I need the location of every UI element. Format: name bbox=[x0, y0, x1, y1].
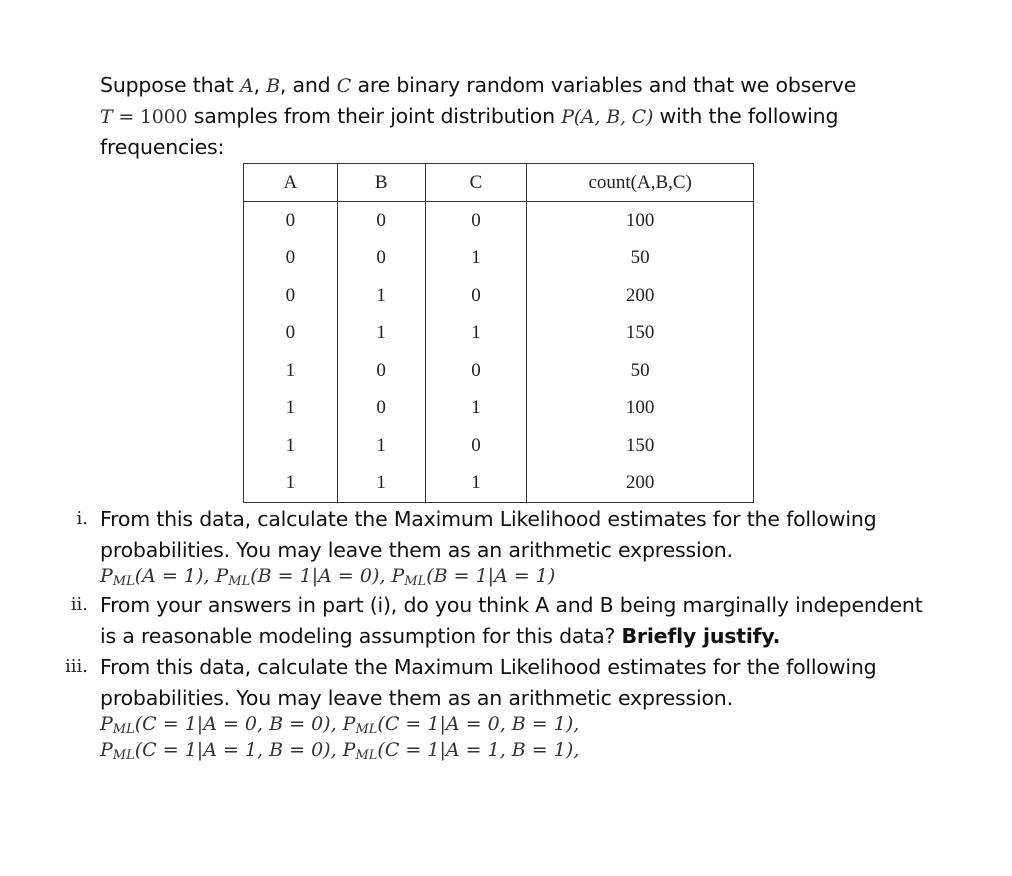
table-cell: 0 bbox=[337, 240, 425, 278]
table-cell: 1 bbox=[425, 465, 527, 503]
math-var-t: T bbox=[100, 106, 113, 128]
math-joint-distribution: P(A, B, C) bbox=[561, 106, 654, 128]
column-header-a: A bbox=[244, 164, 338, 202]
intro-line-2 bbox=[100, 101, 838, 132]
table-header-row bbox=[244, 164, 754, 202]
intro-text: with the following bbox=[653, 104, 839, 128]
table-row bbox=[244, 315, 754, 353]
table-row bbox=[244, 240, 754, 278]
math-sample-count: = 1000 bbox=[112, 106, 188, 128]
table-row bbox=[244, 202, 754, 240]
table-cell: 0 bbox=[425, 277, 527, 315]
table-cell: 1 bbox=[337, 427, 425, 465]
table-cell: 1 bbox=[337, 465, 425, 503]
question-number: iii. bbox=[65, 656, 88, 677]
column-header-c: C bbox=[425, 164, 527, 202]
table-cell: 1 bbox=[337, 277, 425, 315]
table-row bbox=[244, 277, 754, 315]
intro-line-1 bbox=[100, 70, 856, 101]
table-cell: 0 bbox=[425, 352, 527, 390]
frequency-table bbox=[243, 163, 754, 503]
question-number: ii. bbox=[70, 594, 88, 615]
column-header-count: count(A,B,C) bbox=[527, 164, 754, 202]
table-cell: 0 bbox=[337, 202, 425, 240]
table-cell: 150 bbox=[527, 315, 754, 353]
table-cell: 1 bbox=[337, 315, 425, 353]
table-cell: 0 bbox=[244, 202, 338, 240]
ml-subscript: ML bbox=[112, 574, 135, 589]
question-2-text: is a reasonable modeling assumption for this data? bbox=[100, 624, 622, 648]
table-cell: 0 bbox=[244, 315, 338, 353]
question-1-line-1: From this data, calculate the Maximum Likelihood estimates for the following bbox=[100, 507, 877, 531]
table-cell: 0 bbox=[244, 240, 338, 278]
math-var-c: C bbox=[336, 75, 352, 97]
question-number: i. bbox=[76, 508, 88, 529]
math-expression: $P_{ML}(C = 1|A = 1$, B = 0), $P_{ML}(C = 1|A = 1$, B = 1), bbox=[100, 739, 580, 763]
table-row bbox=[244, 465, 754, 503]
table-cell: 1 bbox=[244, 465, 338, 503]
math-expression: $P_{ML}(C = 1|A = 0$, B = 0), $P_{ML}(C = 1|A = 0$, B = 1), bbox=[100, 713, 580, 737]
table-cell: 200 bbox=[527, 465, 754, 503]
table-cell: 0 bbox=[425, 202, 527, 240]
intro-text: Suppose that bbox=[100, 73, 240, 97]
table-cell: 200 bbox=[527, 277, 754, 315]
table-cell: 1 bbox=[244, 352, 338, 390]
math-var-a: A bbox=[239, 75, 254, 97]
math-var-b: B bbox=[266, 75, 280, 97]
question-2-line-2 bbox=[100, 621, 780, 651]
table-cell: 150 bbox=[527, 427, 754, 465]
question-1-line-2: probabilities. You may leave them as an arithmetic expression. bbox=[100, 538, 733, 562]
intro-text: are binary random variables and that we observe bbox=[351, 73, 857, 97]
intro-text: , bbox=[253, 73, 267, 97]
table-row bbox=[244, 352, 754, 390]
table-cell: 100 bbox=[527, 202, 754, 240]
question-3-line-1: From this data, calculate the Maximum Likelihood estimates for the following bbox=[100, 655, 877, 679]
table-cell: 0 bbox=[425, 427, 527, 465]
math-expression: $P_{ML}(A = 1)$, $P_{ML}(B = 1|A = 0)$, $P_{ML}(B = 1|A = 1)$ bbox=[100, 565, 556, 589]
table-row bbox=[244, 390, 754, 428]
table-cell: 50 bbox=[527, 240, 754, 278]
table-cell: 1 bbox=[425, 315, 527, 353]
table-cell: 1 bbox=[425, 240, 527, 278]
table-row bbox=[244, 427, 754, 465]
table-cell: 1 bbox=[244, 390, 338, 428]
intro-text: samples from their joint distribution bbox=[187, 104, 562, 128]
table-cell: 1 bbox=[425, 390, 527, 428]
question-3-line-2: probabilities. You may leave them as an arithmetic expression. bbox=[100, 686, 733, 710]
table-cell: 0 bbox=[337, 390, 425, 428]
table-cell: 1 bbox=[244, 427, 338, 465]
question-3-math-2 bbox=[100, 735, 579, 771]
intro-line-3: frequencies: bbox=[100, 135, 225, 159]
question-2-line-1: From your answers in part (i), do you think A and B being marginally independent bbox=[100, 593, 923, 617]
table-cell: 0 bbox=[337, 352, 425, 390]
question-2-bold-instruction: Briefly justify. bbox=[621, 624, 781, 648]
table-cell: 100 bbox=[527, 390, 754, 428]
intro-text: , and bbox=[279, 73, 337, 97]
table-cell: 50 bbox=[527, 352, 754, 390]
column-header-b: B bbox=[337, 164, 425, 202]
table-cell: 0 bbox=[244, 277, 338, 315]
